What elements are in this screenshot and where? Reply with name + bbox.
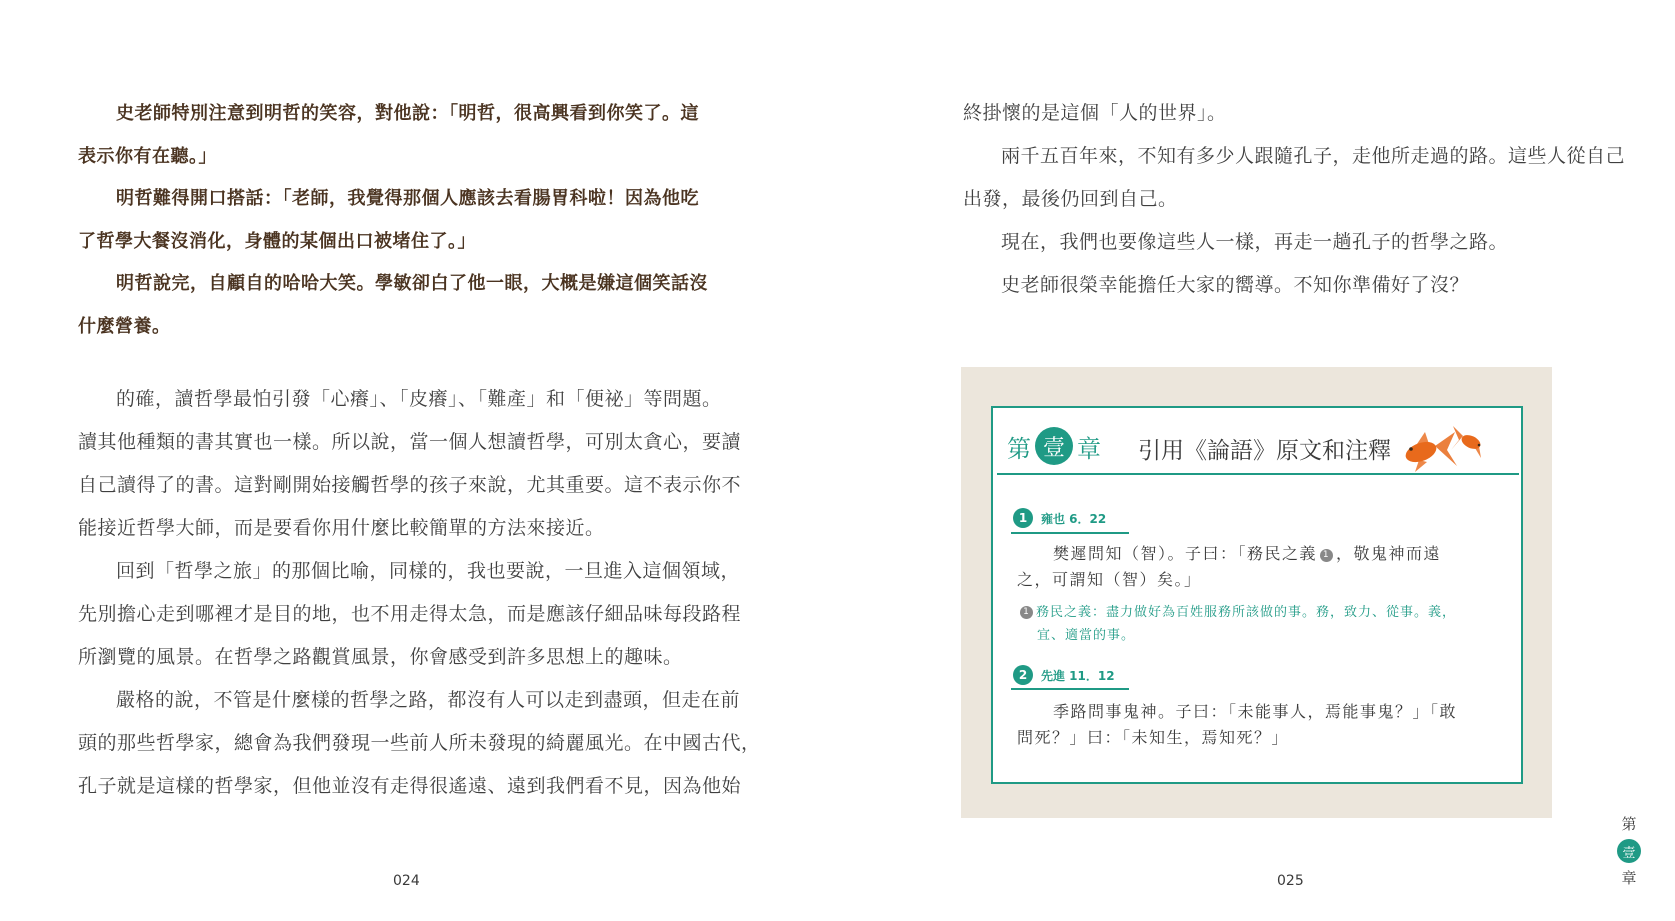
text-line: 宜、適當的事。 — [1037, 628, 1136, 643]
text-line: 史老師很榮幸能擔任大家的嚮導。不知你準備好了沒？ — [1001, 274, 1470, 296]
tab-suffix: 章 — [1621, 869, 1637, 887]
body-paragraph — [963, 135, 1625, 221]
page-number: 025 — [1277, 873, 1304, 889]
text-line: 了哲學大餐沒消化，身體的某個出口被堵住了。」 — [78, 231, 476, 252]
analects-quote — [1017, 699, 1457, 751]
reference-number-badge: 1 — [1013, 508, 1033, 528]
text-line: 樊遲問知（智）。子曰：「務民之義 1 ，敬鬼神而遠 — [1053, 544, 1442, 563]
reference-label: 雍也 6．22 — [1041, 511, 1107, 526]
reference-underline — [1011, 688, 1129, 690]
citation-reference — [1013, 508, 1106, 528]
chapter-number-badge: 壹 — [1035, 427, 1073, 465]
text-line: 明哲難得開口搭話：「老師，我覺得那個人應該去看腸胃科啦！因為他吃 — [116, 188, 699, 209]
reference-label: 先進 11．12 — [1041, 668, 1115, 683]
text-line: 自己讀得了的書。這對剛開始接觸哲學的孩子來說，尤其重要。這不表示你不 — [78, 474, 742, 496]
footnote-marker: 1 — [1020, 606, 1033, 619]
text-line: 什麼營養。 — [78, 316, 171, 337]
text-line: 讀其他種類的書其實也一樣。所以說，當一個人想讀哲學，可別太貪心，要讀 — [78, 431, 742, 453]
footnote-marker: 1 — [1320, 549, 1333, 562]
goldfish-icon — [1389, 422, 1499, 476]
text-line: 之，可謂知（智）矣。」 — [1017, 570, 1202, 589]
body-paragraph — [78, 378, 741, 550]
dialogue-paragraph — [78, 92, 699, 178]
citation-card — [991, 406, 1523, 784]
text-line: 的確，讀哲學最怕引發「心癢」、「皮癢」、「難產」和「便祕」等問題。 — [116, 388, 722, 410]
chapter-suffix: 章 — [1077, 434, 1101, 463]
text-line: 現在，我們也要像這些人一樣，再走一趟孔子的哲學之路。 — [1001, 231, 1509, 253]
analects-quote — [1017, 541, 1441, 593]
chapter-side-tab — [1614, 814, 1644, 888]
text-line: 季路問事鬼神。子曰：「未能事人，焉能事鬼？」「敢 — [1053, 702, 1458, 721]
text-line: 出發，最後仍回到自己。 — [963, 188, 1178, 210]
text-line: 頭的那些哲學家，總會為我們發現一些前人所未發現的綺麗風光。在中國古代， — [78, 732, 761, 754]
body-paragraph — [963, 221, 1508, 264]
text-line: 史老師特別注意到明哲的笑容，對他說：「明哲，很高興看到你笑了。這 — [116, 103, 699, 124]
dialogue-paragraph — [78, 177, 699, 263]
text-line: 表示你有在聽。」 — [78, 146, 217, 167]
chapter-heading — [1007, 426, 1101, 466]
tab-chapter-badge: 壹 — [1617, 839, 1641, 863]
body-paragraph — [963, 264, 1469, 307]
left-page — [0, 0, 837, 921]
tab-prefix: 第 — [1621, 815, 1637, 833]
body-paragraph — [78, 550, 741, 679]
text-line: 終掛懷的是這個「人的世界」。 — [963, 102, 1227, 124]
dialogue-paragraph — [78, 262, 708, 348]
text-line: 兩千五百年來，不知有多少人跟隨孔子，走他所走過的路。這些人從自己 — [1001, 145, 1626, 167]
page-number: 024 — [393, 873, 420, 889]
body-paragraph — [963, 92, 1227, 135]
text-line: 孔子就是這樣的哲學家，但他並沒有走得很遙遠、遠到我們看不見，因為他始 — [78, 775, 742, 797]
text-line: 能接近哲學大師，而是要看你用什麼比較簡單的方法來接近。 — [78, 517, 605, 539]
inset-title: 引用《論語》原文和注釋 — [1138, 438, 1391, 464]
text-line: 嚴格的說，不管是什麼樣的哲學之路，都沒有人可以走到盡頭，但走在前 — [116, 689, 741, 711]
text-line: 1 務民之義：盡力做好為百姓服務所該做的事。務，致力、從事。義， — [1017, 601, 1456, 624]
body-paragraph — [78, 679, 761, 808]
text-line: 所瀏覽的風景。在哲學之路觀賞風景，你會感受到許多思想上的趣味。 — [78, 646, 683, 668]
reference-number-badge: 2 — [1013, 665, 1033, 685]
text-line: 明哲說完，自顧自的哈哈大笑。學敏卻白了他一眼，大概是嫌這個笑話沒 — [116, 273, 708, 294]
reference-underline — [1011, 532, 1129, 534]
citation-inset — [961, 367, 1552, 818]
text-line: 先別擔心走到哪裡才是目的地，也不用走得太急，而是應該仔細品味每段路程 — [78, 603, 742, 625]
text-line: 回到「哲學之旅」的那個比喻，同樣的，我也要說，一旦進入這個領域， — [116, 560, 741, 582]
heading-divider — [997, 473, 1519, 475]
citation-reference — [1013, 665, 1115, 685]
chapter-prefix: 第 — [1007, 434, 1031, 463]
text-line: 問死？」曰：「未知生，焉知死？」 — [1017, 728, 1290, 747]
annotation-note — [1017, 601, 1456, 647]
